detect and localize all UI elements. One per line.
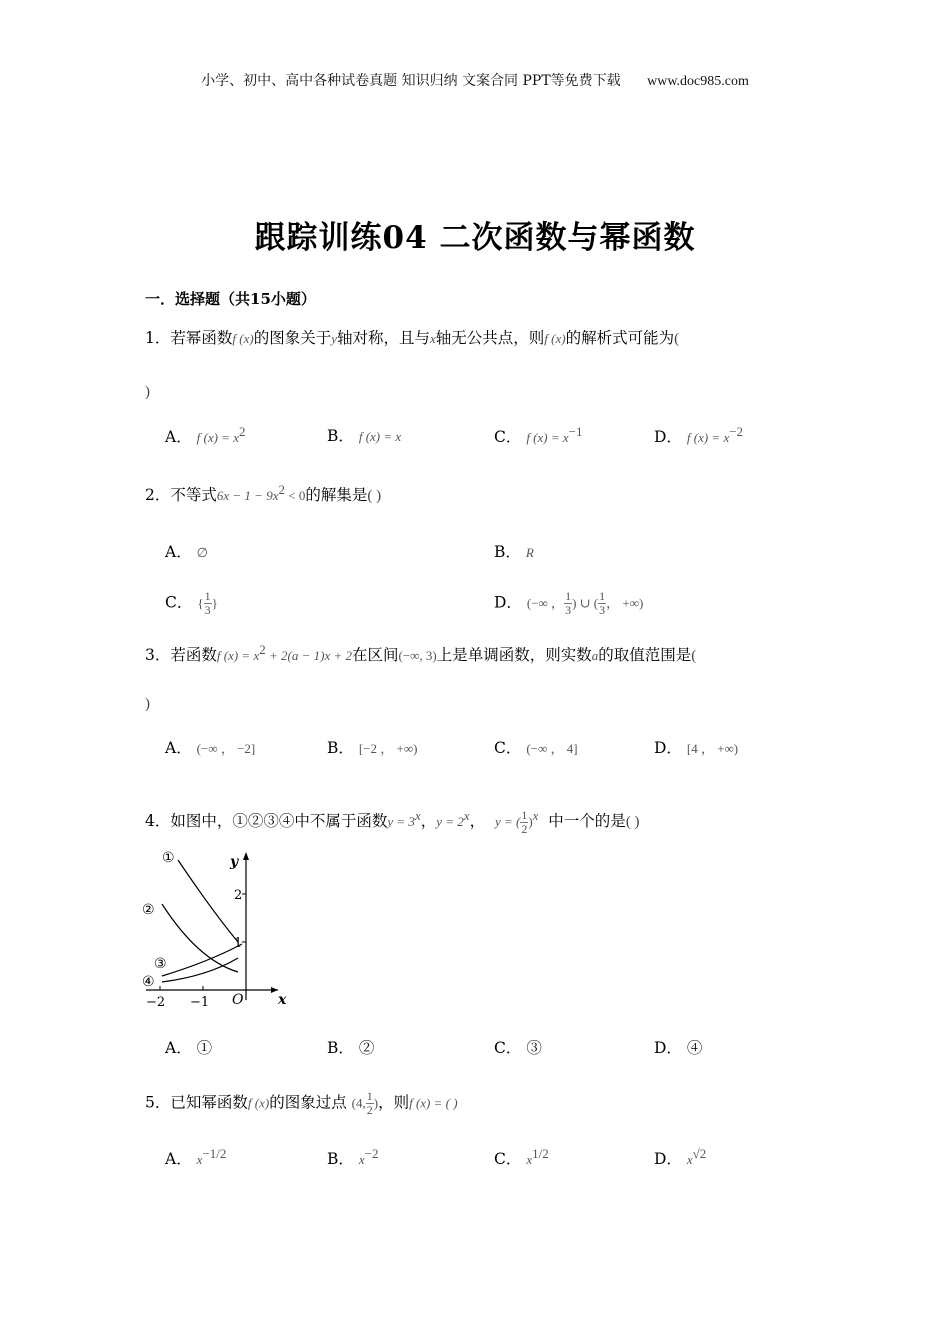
x-axis-label: x — [278, 992, 287, 1008]
q1-number: 1． — [145, 329, 171, 347]
q3-option-b[interactable]: B． [−2 ， +∞) — [327, 739, 418, 757]
q1-text-5: 的解析式可能为 — [565, 329, 675, 347]
header-url[interactable]: www.doc985.com — [647, 74, 749, 89]
question-4: 4．如图中，①②③④中不属于函数$y = 3^x$，$y = 2^x$， y = ( $\frac{1}{2}$ )$^x$ 中一个的是( ) — [145, 807, 640, 836]
question-3: 3．若函数f $(x) = x^2 + 2(a - 1)x + 2$在区间(−∞, 3)上是单调函数，则实数a的取值范围是( — [145, 642, 697, 665]
q4-option-c[interactable]: C． ③ — [494, 1039, 542, 1057]
q3-paren-close: ) — [145, 696, 150, 712]
q1-x: x — [430, 331, 436, 346]
q4-option-d[interactable]: D． ④ — [654, 1039, 703, 1057]
curve-3 — [162, 944, 242, 976]
q5-option-d[interactable]: D． $x^{√2}$ — [654, 1146, 707, 1169]
y-axis-label: y — [230, 854, 239, 870]
page-title: 跟踪训练04 二次函数与幂函数 — [254, 220, 696, 256]
curve-4 — [162, 958, 238, 982]
q2-paren: ( ) — [367, 488, 382, 505]
y-tick-1: 1 — [234, 936, 243, 951]
q1-option-c[interactable]: C． f $(x) = x^{-1}$ — [494, 424, 583, 447]
q1-paren-open: ( — [674, 331, 680, 347]
q4-option-a[interactable]: A． ① — [165, 1039, 213, 1057]
x-tick-neg2: −2 — [146, 995, 166, 1010]
curve-1 — [178, 860, 238, 942]
q2-option-c[interactable]: C． { $\frac{1}{3}$ } — [165, 589, 218, 617]
curve-label-4: ④ — [142, 974, 155, 990]
q1-text-1: 若幂函数 — [170, 329, 233, 347]
q1-option-a[interactable]: A． f $(x) = x^2$ — [165, 424, 246, 447]
curve-2 — [162, 904, 238, 972]
q1-y: y — [331, 331, 337, 346]
y-axis-arrow — [243, 852, 249, 860]
q1-fx-1: f (x) — [232, 331, 254, 346]
q1-text-3: 轴对称，且与 — [336, 329, 430, 347]
q4-option-b[interactable]: B． ② — [327, 1039, 375, 1057]
q3-option-d[interactable]: D． [4 ， +∞) — [654, 739, 739, 757]
q5-option-b[interactable]: B． $x^{-2}$ — [327, 1146, 379, 1169]
header-text: 小学、初中、高中各种试卷真题 知识归纳 文案合同 PPT等免费下载 — [201, 73, 621, 89]
curve-label-1: ① — [162, 850, 175, 866]
q1-option-b[interactable]: B． f (x) = x — [327, 427, 402, 445]
page-header — [0, 70, 950, 90]
q3-option-a[interactable]: A． (−∞ ， −2] — [165, 739, 256, 757]
q4-graph — [138, 842, 298, 1012]
q1-text-4: 轴无公共点，则 — [435, 329, 545, 347]
q2-option-b[interactable]: B． R — [494, 543, 534, 561]
q1-fx-2: f (x) — [544, 331, 566, 346]
q5-option-c[interactable]: C． $x^{1/2}$ — [494, 1146, 549, 1169]
y-tick-2: 2 — [234, 888, 243, 903]
question-1 — [145, 326, 679, 348]
q1-paren-close: ) — [145, 384, 150, 400]
q5-option-a[interactable]: A． $x^{-1/2}$ — [165, 1146, 227, 1169]
curve-label-3: ③ — [154, 956, 167, 972]
q2-option-a[interactable]: A． ∅ — [165, 543, 208, 561]
curve-label-2: ② — [142, 902, 155, 918]
q3-option-c[interactable]: C． (−∞ ， 4] — [494, 739, 578, 757]
question-5: 5．已知幂函数f (x)的图象过点 (4, $\frac{1}{2}$ )，则f (x) = ( ) — [145, 1089, 458, 1117]
q1-text-2: 的图象关于 — [253, 329, 332, 347]
origin-label: O — [232, 992, 244, 1008]
question-2: 2．不等式$6x - 1 - 9x^2 < 0$的解集是( ) — [145, 482, 382, 505]
q2-option-d[interactable]: D． (−∞ ， $\frac{1}{3}$ ) ∪ ( $\frac{1}{3}$ ， +∞) — [494, 589, 644, 617]
x-tick-neg1: −1 — [190, 995, 210, 1010]
section-heading: 一．选择题（共15小题） — [145, 290, 316, 308]
q1-option-d[interactable]: D． f $(x) = x^{-2}$ — [654, 424, 744, 447]
x-axis-arrow — [271, 987, 278, 993]
